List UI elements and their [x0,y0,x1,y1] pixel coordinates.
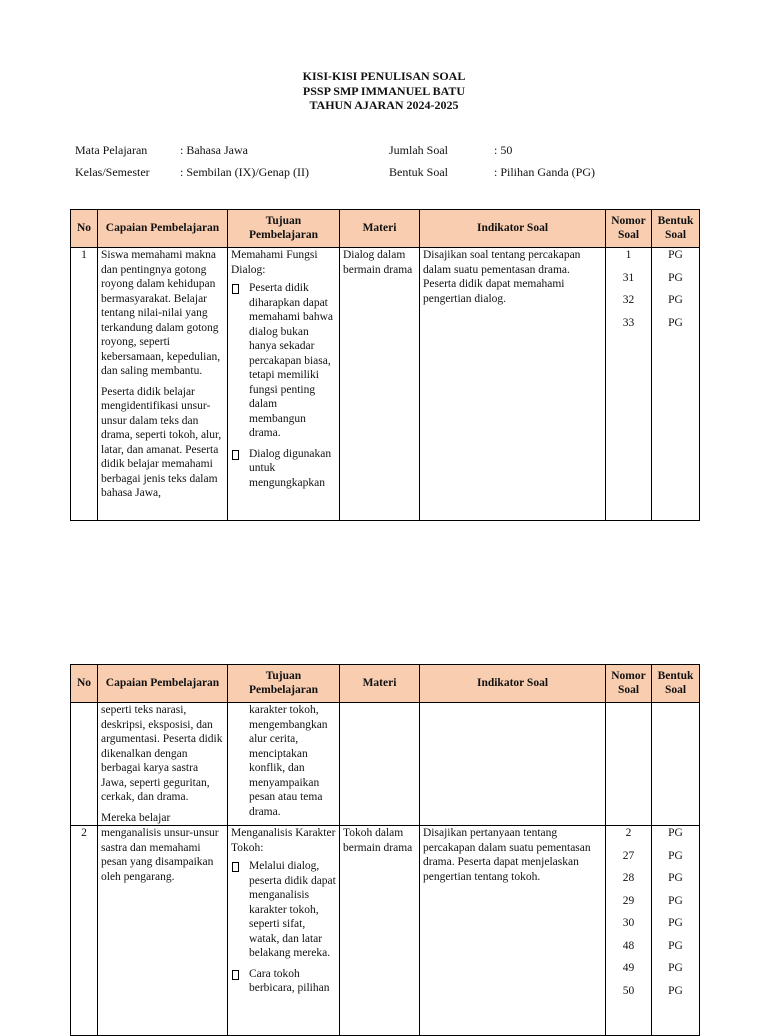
header-indikator: Indikator Soal [420,665,606,703]
bentuk-soal-value: PG [668,939,683,952]
tujuan-cell [228,248,340,521]
tujuan-intro: Menganalisis Karakter Tokoh: [231,827,336,854]
tujuan-bullet-text: Melalui dialog, peserta didik dapat menganalisis karakter tokoh, seperti sifat, watak, dan latar belakang mereka. [249,860,336,959]
nomor-soal-value: 29 [622,894,635,907]
bentuk-soal-value: PG [668,917,683,929]
header-tujuan: Tujuan Pembelajaran [228,665,340,703]
table-row [71,826,700,1036]
nomor-soal-value: 48 [622,939,635,952]
capaian-paragraph: seperti teks narasi, deskripsi, eksposisi, dan argumentasi. Peserta didik dikenalkan dengan berbagai karya sastra Jawa, seperti geguritan, cerkak, dan drama. [101,704,223,803]
bentuk-soal-value: PG [668,984,683,997]
header-bentuk: Bentuk Soal [652,210,700,248]
nomor-soal-cell [606,703,652,826]
nomor-soal-value: 50 [622,984,635,997]
nomor-soal-cell [606,248,652,521]
mapel-value: : Bahasa Jawa [180,143,248,157]
capaian-cell [98,703,228,826]
bentuk-soal-cell [652,826,700,1036]
materi-cell: Dialog dalam bermain drama [340,248,420,521]
row-number: 1 [71,248,98,521]
kelas-label: Kelas/Semester [75,165,150,179]
tujuan-bullet [231,859,336,961]
title-line-1: KISI-KISI PENULISAN SOAL [302,69,466,83]
tujuan-cell [228,826,340,1036]
jumlah-value: : 50 [494,143,513,157]
capaian-cell: menganalisis unsur-unsur sastra dan memahami pesan yang disampaikan oleh pengarang. [98,826,228,1036]
nomor-soal-value: 33 [622,316,635,329]
tujuan-cell: karakter tokoh, mengembangkan alur cerita, menciptakan konflik, dan menyampaikan pesan atau tema drama. [228,703,340,826]
tujuan-bullet-text: Peserta didik diharapkan dapat memahami bahwa dialog bukan hanya sekadar percakapan biasa, tetapi memiliki fungsi penting dalam membangun drama. [249,282,333,439]
title-line-3: TAHUN AJARAN 2024-2025 [309,98,459,112]
capaian-cell [98,248,228,521]
tujuan-bullet-text: Cara tokoh berbicara, pilihan [249,967,330,994]
header-nomor: Nomor Soal [606,210,652,248]
bullet-icon [232,284,239,294]
tujuan-intro: Memahami Fungsi Dialog: [231,249,318,276]
nomor-soal-value: 28 [622,872,635,884]
mapel-label: Mata Pelajaran [75,143,148,157]
bentuk-soal-value: PG [668,316,683,329]
header-tujuan: Tujuan Pembelajaran [228,210,340,248]
tujuan-bullet [231,281,336,441]
capaian-paragraph: Peserta didik belajar mengidentifikasi unsur-unsur dalam teks dan drama, seperti tokoh, alur, latar, dan amanat. Peserta didik belajar memahami berbagai jenis teks dalam bahasa Jawa, [101,385,222,499]
row-number-empty [71,703,98,826]
bentuk-soal-value: PG [668,294,683,306]
bentuk-soal-value: PG [668,894,683,907]
bullet-icon [232,862,239,872]
table-header-row [71,665,700,703]
header-bentuk: Bentuk Soal [652,665,700,703]
bentuk-soal-value: PG [668,271,683,284]
title-line-2: PSSP SMP IMMANUEL BATU [302,83,466,98]
nomor-soal-value: 2 [625,827,632,839]
header-no: No [71,210,98,248]
capaian-paragraph: Mereka belajar [101,811,171,824]
header-capaian: Capaian Pembelajaran [98,210,228,248]
nomor-soal-value: 1 [625,249,632,261]
bentuk-soal-value: PG [668,827,683,839]
header-capaian: Capaian Pembelajaran [98,665,228,703]
bentuk-value: : Pilihan Ganda (PG) [494,165,595,179]
nomor-soal-value: 27 [622,849,635,862]
capaian-paragraph: Siswa memahami makna dan pentingnya gotong royong dalam kehidupan bermasyarakat. Belajar tentang nilai-nilai yang terkandung dalam gotong royong, seperti kebersamaan, kepedulian, dan saling membantu. [101,249,221,377]
tujuan-bullet-text: Dialog digunakan untuk mengungkapkan [249,447,332,489]
bullet-icon [232,970,239,980]
header-indikator: Indikator Soal [420,210,606,248]
tujuan-bullet [231,447,336,491]
bentuk-label: Bentuk Soal [389,165,448,179]
materi-cell: Tokoh dalam bermain drama [340,826,420,1036]
header-materi: Materi [340,665,420,703]
bentuk-soal-value: PG [668,872,683,884]
jumlah-label: Jumlah Soal [389,143,448,157]
bentuk-soal-value: PG [668,249,683,261]
kisi-table-page-2 [70,664,700,1036]
row-number: 2 [71,826,98,1036]
nomor-soal-value: 31 [622,271,635,284]
nomor-soal-cell [606,826,652,1036]
header-nomor: Nomor Soal [606,665,652,703]
bullet-icon [232,450,239,460]
nomor-soal-value: 30 [622,917,635,929]
indikator-cell [420,703,606,826]
nomor-soal-value: 32 [622,294,635,306]
header-no: No [71,665,98,703]
table-row-continued [71,703,700,826]
bentuk-soal-cell [652,703,700,826]
table-header-row [71,210,700,248]
bentuk-soal-value: PG [668,849,683,862]
materi-cell [340,703,420,826]
bentuk-soal-value: PG [668,962,683,974]
document-title [0,69,768,113]
tujuan-bullet [231,967,336,996]
table-row [71,248,700,521]
kelas-value: : Sembilan (IX)/Genap (II) [180,165,309,179]
kisi-table-page-1 [70,209,700,521]
indikator-cell: Disajikan soal tentang percakapan dalam suatu pementasan drama. Peserta didik dapat memahami pengertian dialog. [420,248,606,521]
header-materi: Materi [340,210,420,248]
indikator-cell: Disajikan pertanyaan tentang percakapan dalam suatu pementasan drama. Peserta dapat menjelaskan pengertian tentang tokoh. [420,826,606,1036]
bentuk-soal-cell [652,248,700,521]
nomor-soal-value: 49 [622,962,635,974]
